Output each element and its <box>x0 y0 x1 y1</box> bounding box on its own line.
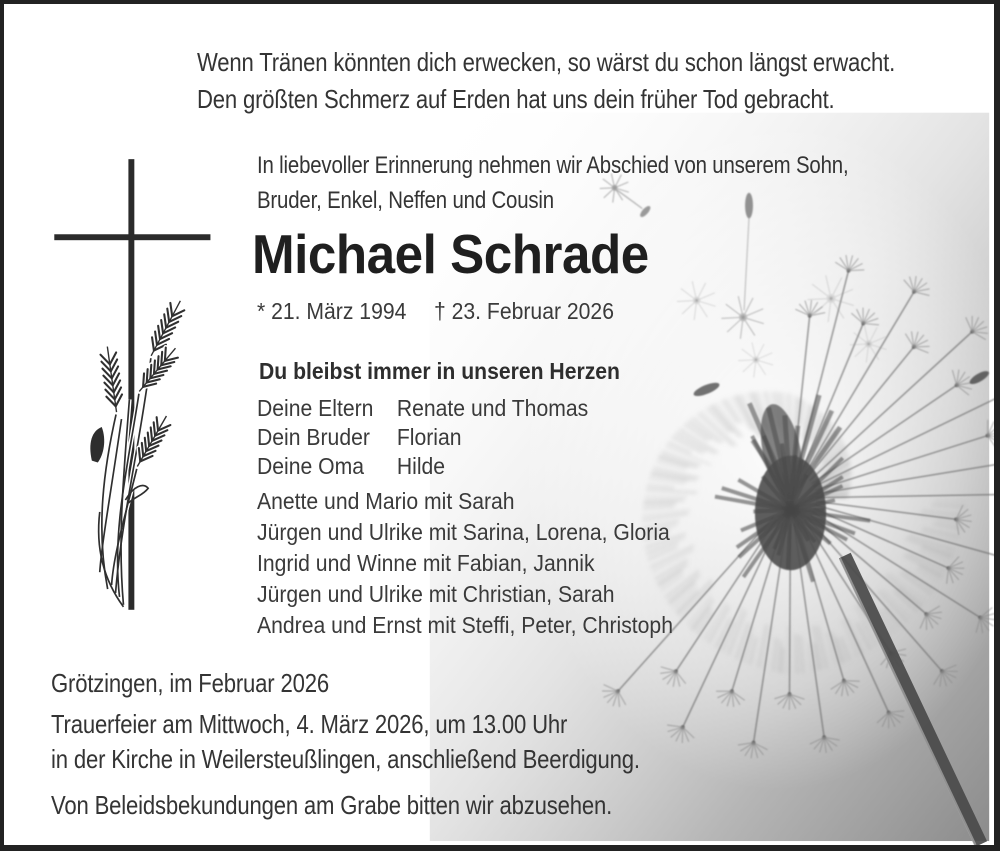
service-info <box>51 707 640 777</box>
relatives-line: Jürgen und Ulrike mit Christian, Sarah <box>257 581 615 607</box>
motto: Du bleibst immer in unseren Herzen <box>259 358 620 384</box>
family-relation: Deine Oma <box>257 453 365 479</box>
intro-text <box>257 148 848 218</box>
family-names: Florian <box>396 424 462 450</box>
service-line2: in der Kirche in Weilersteußlingen, anschließend Beerdigung. <box>51 744 640 774</box>
intro-line2: Bruder, Enkel, Neffen und Cousin <box>257 187 554 214</box>
relatives-list <box>257 486 673 641</box>
life-dates <box>257 296 614 326</box>
family-names: Hilde <box>396 453 446 479</box>
service-line1: Trauerfeier am Mittwoch, 4. März 2026, um 13.00 Uhr <box>51 709 568 739</box>
family-list <box>257 394 588 481</box>
family-row <box>257 452 588 481</box>
intro-line1: In liebevoller Erinnerung nehmen wir Abschied von unserem Sohn, <box>257 152 849 179</box>
deceased-name: Michael Schrade <box>252 223 649 285</box>
epigraph-line1: Wenn Tränen könnten dich erwecken, so wärst du schon längst erwacht. <box>197 47 896 77</box>
relatives-line: Ingrid und Winne mit Fabian, Jannik <box>257 550 595 576</box>
birth-date: * 21. März 1994 <box>257 298 407 324</box>
condolence-note: Von Beleidsbekundungen am Grabe bitten wir abzusehen. <box>51 790 613 820</box>
family-row <box>257 423 588 452</box>
family-relation: Dein Bruder <box>257 424 370 450</box>
family-row <box>257 394 588 423</box>
relatives-line: Jürgen und Ulrike mit Sarina, Lorena, Gloria <box>257 519 670 545</box>
family-relation: Deine Eltern <box>257 395 374 421</box>
epigraph <box>197 44 895 118</box>
family-names: Renate und Thomas <box>396 395 589 421</box>
wheat-leaf <box>90 427 104 463</box>
epigraph-line2: Den größten Schmerz auf Erden hat uns dein früher Tod gebracht. <box>197 84 835 114</box>
cross-icon <box>54 159 210 610</box>
place-date: Grötzingen, im Februar 2026 <box>51 668 329 698</box>
relatives-line: Anette und Mario mit Sarah <box>257 488 515 514</box>
death-date: † 23. Februar 2026 <box>433 298 614 324</box>
relatives-line: Andrea und Ernst mit Steffi, Peter, Christoph <box>257 612 673 638</box>
wheat-icon <box>90 297 187 607</box>
